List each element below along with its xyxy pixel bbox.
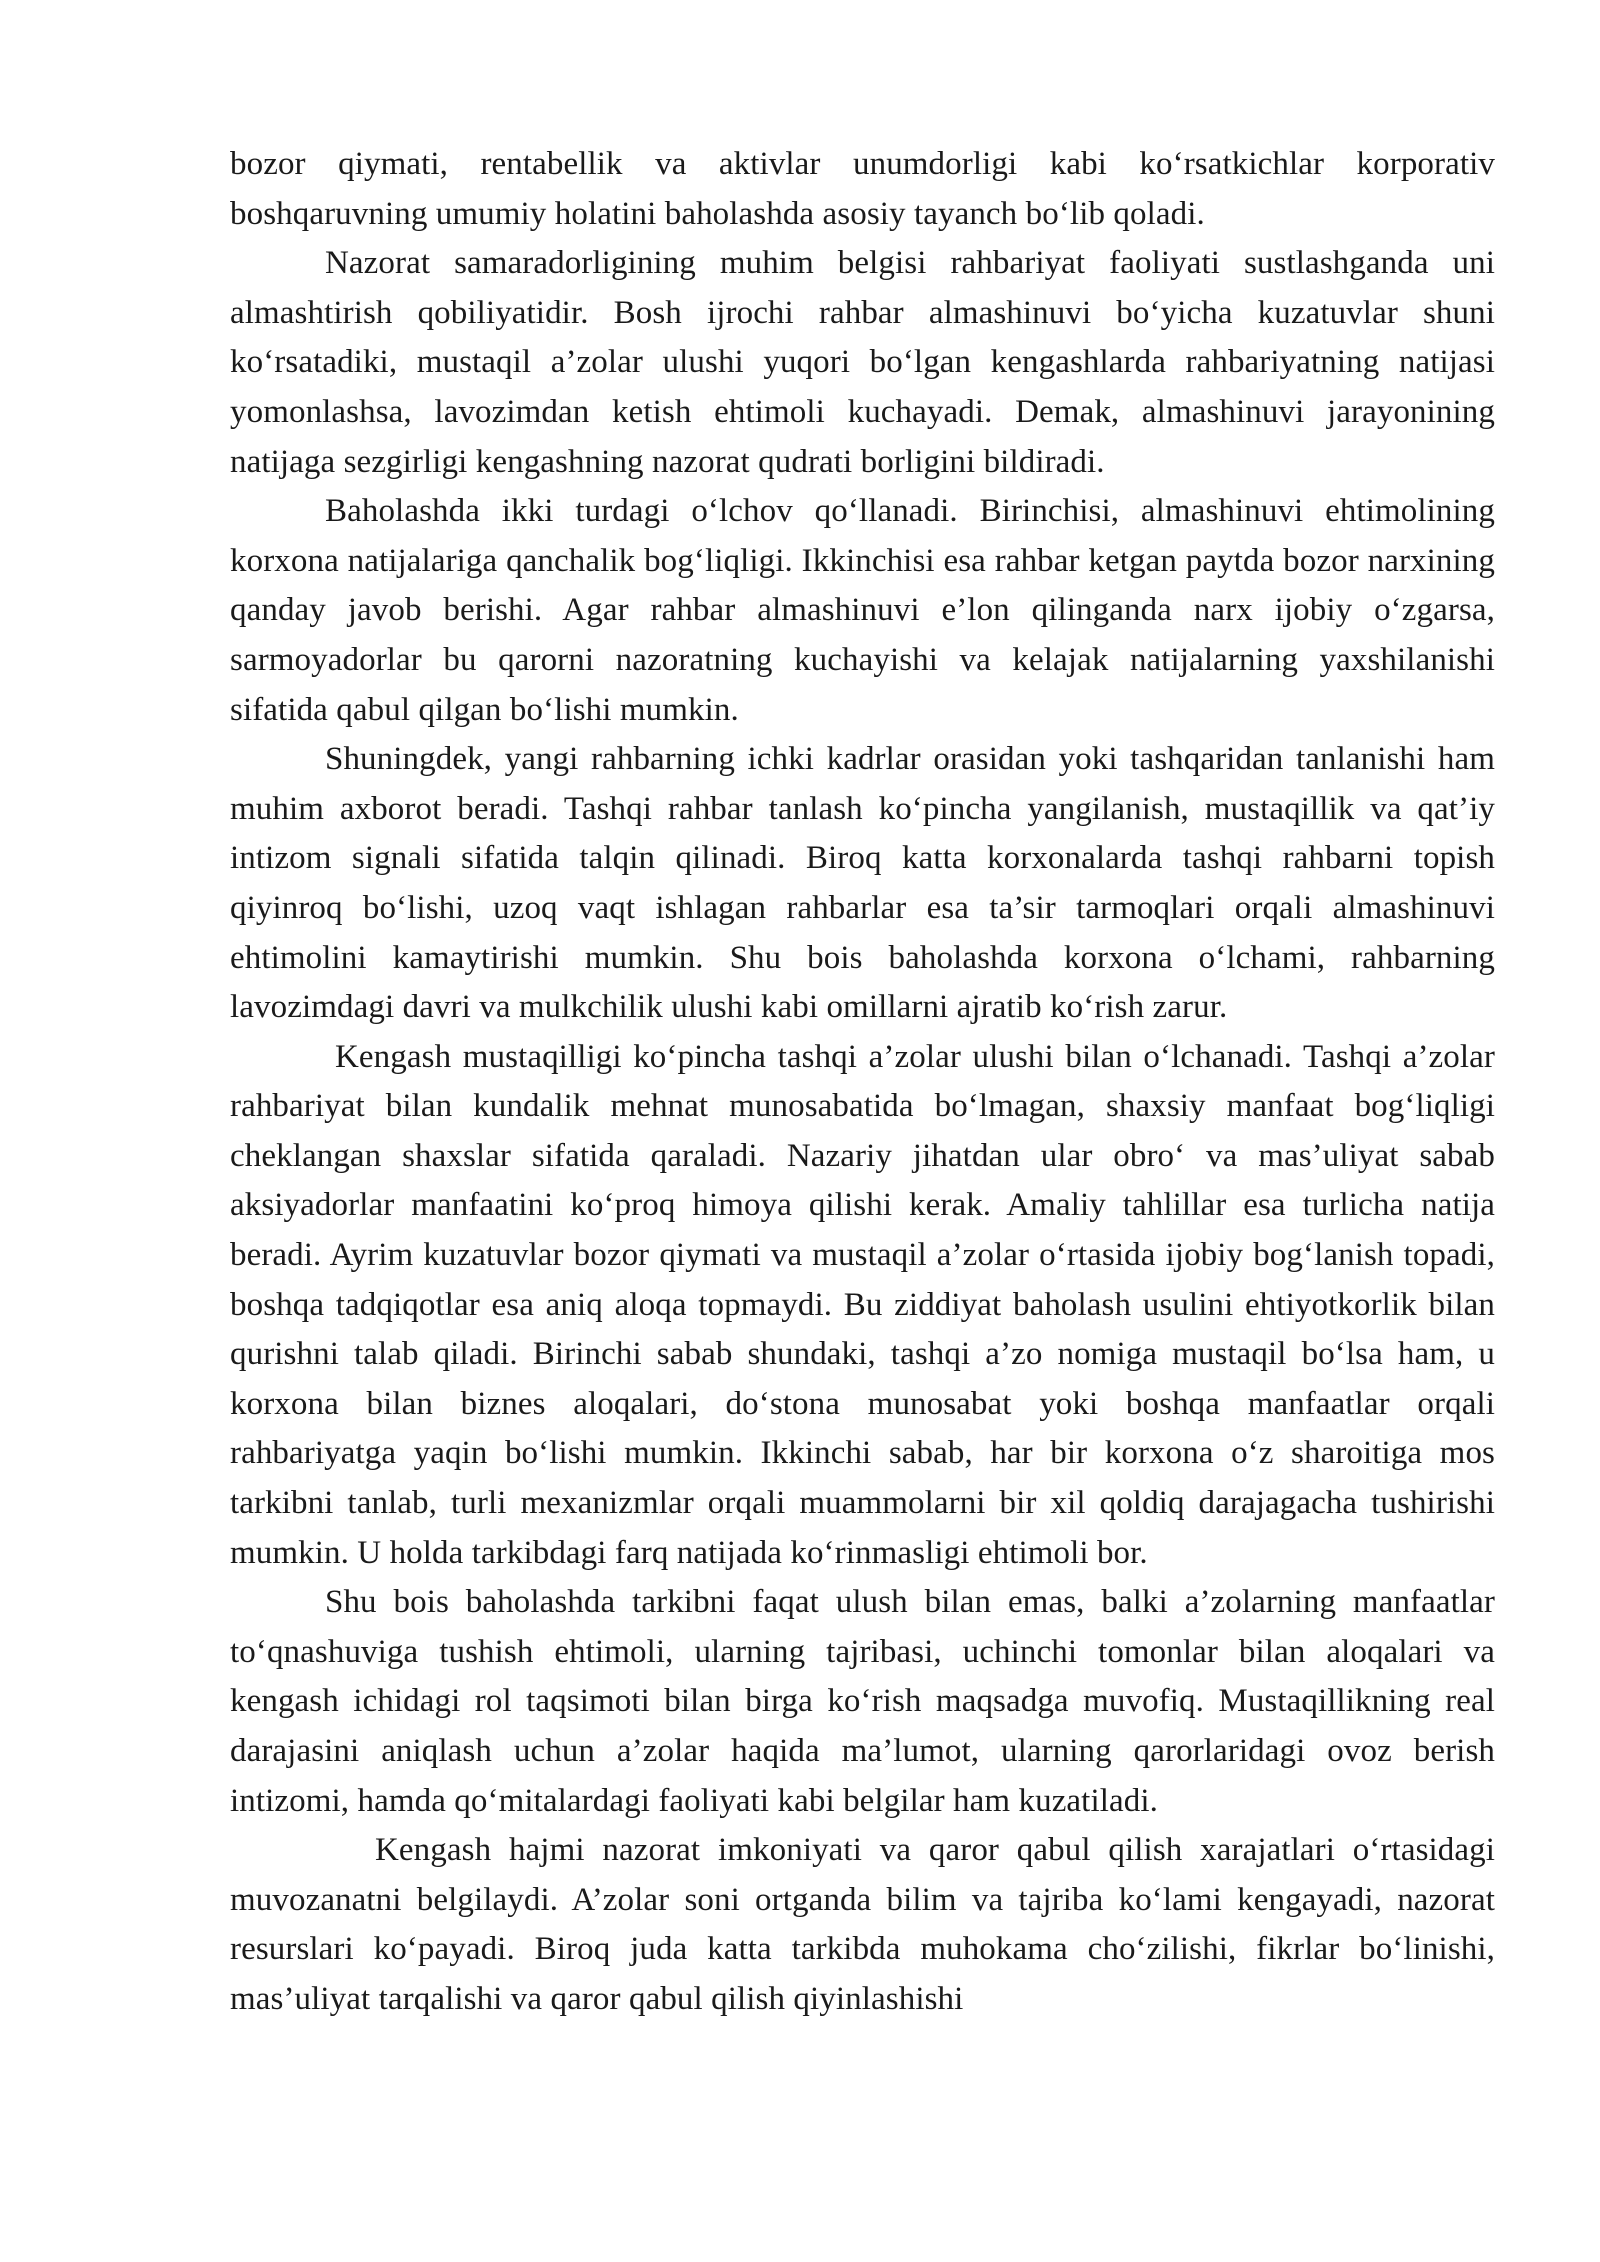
paragraph: Kengash hajmi nazorat imkoniyati va qaror qabul qilish xarajatlari o‘rtasidagi muvozanatni belgilaydi. A’zolar soni ortganda bilim va tajriba ko‘lami kengayadi, nazorat resurslari ko‘payadi. Biroq juda katta tarkibda muhokama cho‘zilishi, fikrlar bo‘linishi, mas’uliyat tarqalishi va qaror qabul qilish qiyinlashishi [230, 1832, 1495, 2017]
paragraph: Shu bois baholashda tarkibni faqat ulush bilan emas, balki a’zolarning manfaatlar to‘qnashuviga tushish ehtimoli, ularning tajribasi, uchinchi tomonlar bilan aloqalari va kengash ichidagi rol taqsimoti bilan birga ko‘rish maqsadga muvofiq. Mustaqillikning real darajasini aniqlash uchun a’zolar haqida ma’lumot, ularning qarorlaridagi ovoz berish intizomi, hamda qo‘mitalardagi faoliyati kabi belgilar ham kuzatiladi. [230, 1584, 1495, 1819]
paragraph: Shuningdek, yangi rahbarning ichki kadrlar orasidan yoki tashqaridan tanlanishi ham muhim axborot beradi. Tashqi rahbar tanlash ko‘pincha yangilanish, mustaqillik va qat’iy intizom signali sifatida talqin qilinadi. Biroq katta korxonalarda tashqi rahbarni topish qiyinroq bo‘lishi, uzoq vaqt ishlagan rahbarlar esa ta’sir tarmoqlari orqali almashinuvi ehtimolini kamaytirishi mumkin. Shu bois baholashda korxona o‘lchami, rahbarning lavozimdagi davri va mulkchilik ulushi kabi omillarni ajratib ko‘rish zarur. [230, 741, 1495, 1026]
paragraph: Baholashda ikki turdagi o‘lchov qo‘llanadi. Birinchisi, almashinuvi ehtimolining korxona natijalariga qanchalik bog‘liqligi. Ikkinchisi esa rahbar ketgan paytda bozor narxining qanday javob berishi. Agar rahbar almashinuvi e’lon qilinganda narx ijobiy o‘zgarsa, sarmoyadorlar bu qarorni nazoratning kuchayishi va kelajak natijalarning yaxshilanishi sifatida qabul qilgan bo‘lishi mumkin. [230, 493, 1495, 728]
paragraph-continuation: bozor qiymati, rentabellik va aktivlar unumdorligi kabi ko‘rsatkichlar korporativ boshqaruvning umumiy holatini baholashda asosiy tayanch bo‘lib qoladi. [230, 146, 1495, 232]
paragraph: Kengash mustaqilligi ko‘pincha tashqi a’zolar ulushi bilan o‘lchanadi. Tashqi a’zolar rahbariyat bilan kundalik mehnat munosabatida bo‘lmagan, shaxsiy manfaat bog‘liqligi cheklangan shaxslar sifatida qaraladi. Nazariy jihatdan ular obro‘ va mas’uliyat sabab aksiyadorlar manfaatini ko‘proq himoya qilishi kerak. Amaliy tahlillar esa turlicha natija beradi. Ayrim kuzatuvlar bozor qiymati va mustaqil a’zolar o‘rtasida ijobiy bog‘lanish topadi, boshqa tadqiqotlar esa aniq aloqa topmaydi. Bu ziddiyat baholash usulini ehtiyotkorlik bilan qurishni talab qiladi. Birinchi sabab shundaki, tashqi a’zo nomiga mustaqil bo‘lsa ham, u korxona bilan biznes aloqalari, do‘stona munosabat yoki boshqa manfaatlar orqali rahbariyatga yaqin bo‘lishi mumkin. Ikkinchi sabab, har bir korxona o‘z sharoitiga mos tarkibni tanlab, turli mexanizmlar orqali muammolarni bir xil qoldiq darajagacha tushirishi mumkin. U holda tarkibdagi farq natijada ko‘rinmasligi ehtimoli bor. [230, 1038, 1495, 1571]
paragraph: Nazorat samaradorligining muhim belgisi rahbariyat faoliyati sustlashganda uni almashtirish qobiliyatidir. Bosh ijrochi rahbar almashinuvi bo‘yicha kuzatuvlar shuni ko‘rsatadiki, mustaqil a’zolar ulushi yuqori bo‘lgan kengashlarda rahbariyatning natijasi yomonlashsa, lavozimdan ketish ehtimoli kuchayadi. Demak, almashinuvi jarayonining natijaga sezgirligi kengashning nazorat qudrati borligini bildiradi. [230, 245, 1495, 480]
document-body [230, 140, 1495, 2025]
